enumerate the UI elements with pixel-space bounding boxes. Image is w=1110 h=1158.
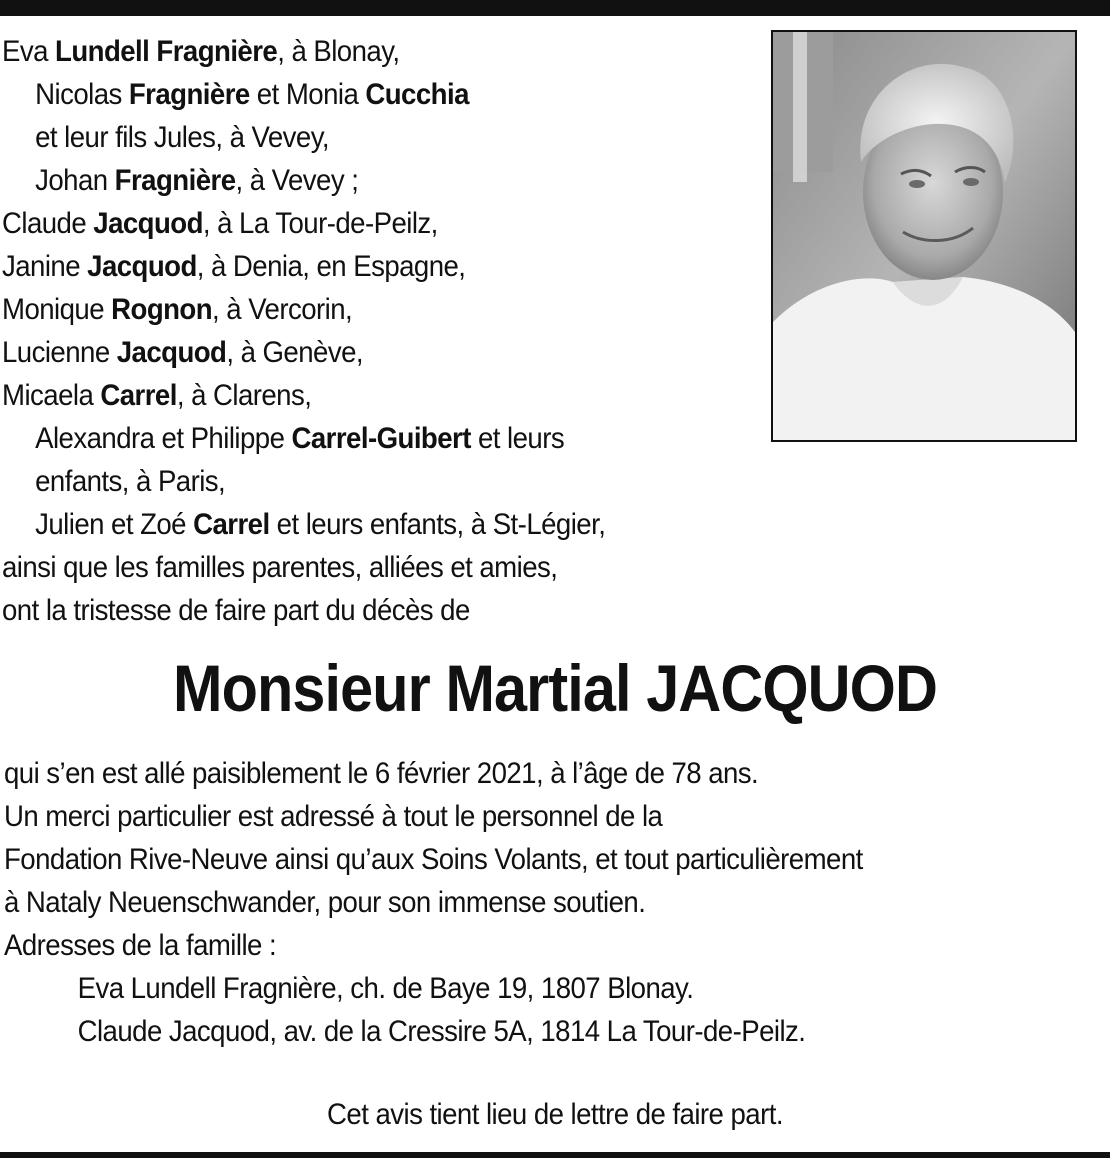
mourner-line: Johan Fragnière, à Vevey ; — [35, 164, 359, 197]
body-line: à Nataly Neuenschwander, pour son immense soutien. — [4, 886, 646, 919]
portrait-image — [773, 32, 1075, 440]
family-address: Claude Jacquod, av. de la Cressire 5A, 1814 La Tour-de-Peilz. — [77, 1015, 806, 1048]
mourner-line: Alexandra et Philippe Carrel-Guibert et leurs — [35, 422, 565, 455]
mourner-line: Micaela Carrel, à Clarens, — [2, 379, 312, 412]
mourner-line: enfants, à Paris, — [35, 465, 226, 498]
announcement-body — [4, 752, 1016, 1053]
footer-note: Cet avis tient lieu de lettre de faire part. — [327, 1098, 783, 1131]
family-address: Eva Lundell Fragnière, ch. de Baye 19, 1807 Blonay. — [77, 972, 694, 1005]
deceased-name: Monsieur Martial JACQUOD — [173, 651, 937, 725]
mourner-line: ont la tristesse de faire part du décès de — [2, 594, 470, 627]
mourner-line: Nicolas Fragnière et Monia Cucchia — [35, 78, 469, 111]
mourner-line: ainsi que les familles parentes, alliées et amies, — [2, 551, 558, 584]
body-line: Un merci particulier est adressé à tout le personnel de la — [4, 800, 663, 833]
mourner-line: Janine Jacquod, à Denia, en Espagne, — [2, 250, 466, 283]
mourner-line: Claude Jacquod, à La Tour-de-Peilz, — [2, 207, 438, 240]
bottom-rule — [0, 1152, 1110, 1158]
mourner-line: et leur fils Jules, à Vevey, — [35, 121, 330, 154]
mourner-line: Monique Rognon, à Vercorin, — [2, 293, 353, 326]
mourners-list — [2, 30, 701, 632]
mourner-line: Eva Lundell Fragnière, à Blonay, — [2, 35, 400, 68]
mourner-line: Lucienne Jacquod, à Genève, — [2, 336, 363, 369]
addresses-heading: Adresses de la famille : — [4, 929, 277, 962]
top-rule — [0, 0, 1110, 16]
body-line: Fondation Rive-Neuve ainsi qu’aux Soins Volants, et tout particulièrement — [4, 843, 863, 876]
portrait-photo — [771, 30, 1077, 442]
body-line: qui s’en est allé paisiblement le 6 février 2021, à l’âge de 78 ans. — [4, 757, 759, 790]
mourner-line: Julien et Zoé Carrel et leurs enfants, à St-Légier, — [35, 508, 606, 541]
